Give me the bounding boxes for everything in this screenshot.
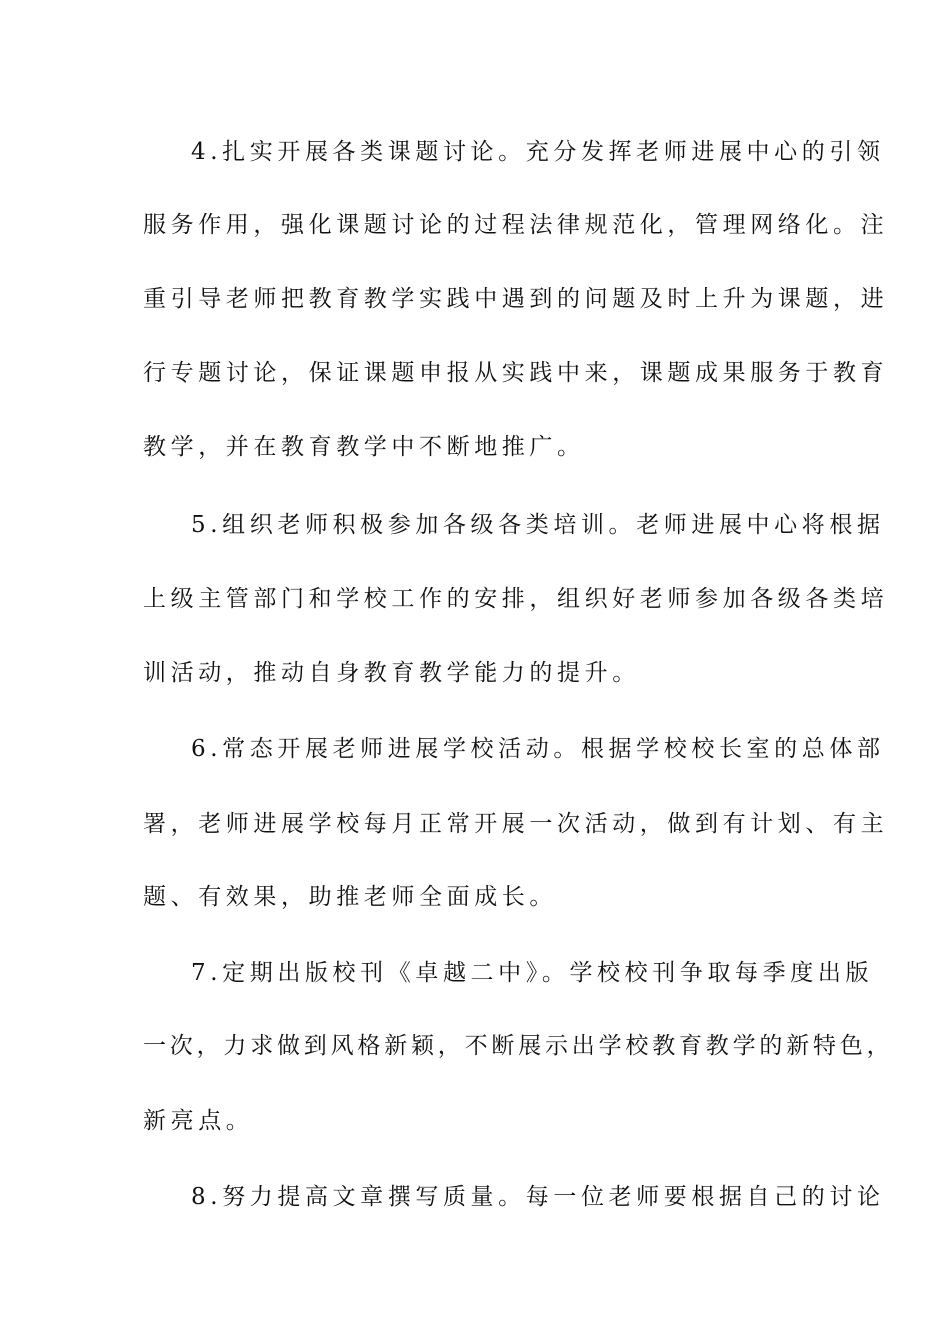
paragraph-5-line-1: 5.组织老师积极参加各级各类培训。老师进展中心将根据	[191, 512, 885, 538]
paragraph-8-line-1: 8.努力提高文章撰写质量。每一位老师要根据自己的讨论	[191, 1184, 885, 1210]
paragraph-4-line-1: 4.扎实开展各类课题讨论。充分发挥老师进展中心的引领	[191, 139, 885, 165]
paragraph-5-line-3: 训活动，推动自身教育教学能力的提升。	[143, 660, 640, 686]
paragraph-7-line-3: 新亮点。	[143, 1108, 254, 1134]
paragraph-6-line-3: 题、有效果，助推老师全面成长。	[143, 884, 557, 910]
paragraph-7-line-2: 一次，力求做到风格新颖，不断展示出学校教育教学的新特色，	[143, 1033, 894, 1059]
paragraph-6-line-2: 署，老师进展学校每月正常开展一次活动，做到有计划、有主	[143, 811, 889, 837]
paragraph-5-line-2: 上级主管部门和学校工作的安排，组织好老师参加各级各类培	[143, 586, 889, 612]
paragraph-4-line-3: 重引导老师把教育教学实践中遇到的问题及时上升为课题，进	[143, 286, 889, 312]
paragraph-4-line-5: 教学，并在教育教学中不断地推广。	[143, 434, 585, 460]
paragraph-6-line-1: 6.常态开展老师进展学校活动。根据学校校长室的总体部	[191, 736, 885, 762]
paragraph-4-line-2: 服务作用，强化课题讨论的过程法律规范化，管理网络化。注	[143, 212, 889, 238]
paragraph-4-line-4: 行专题讨论，保证课题申报从实践中来，课题成果服务于教育	[143, 360, 889, 386]
paragraph-7-line-1: 7.定期出版校刊《卓越二中》。学校校刊争取每季度出版	[191, 960, 874, 986]
